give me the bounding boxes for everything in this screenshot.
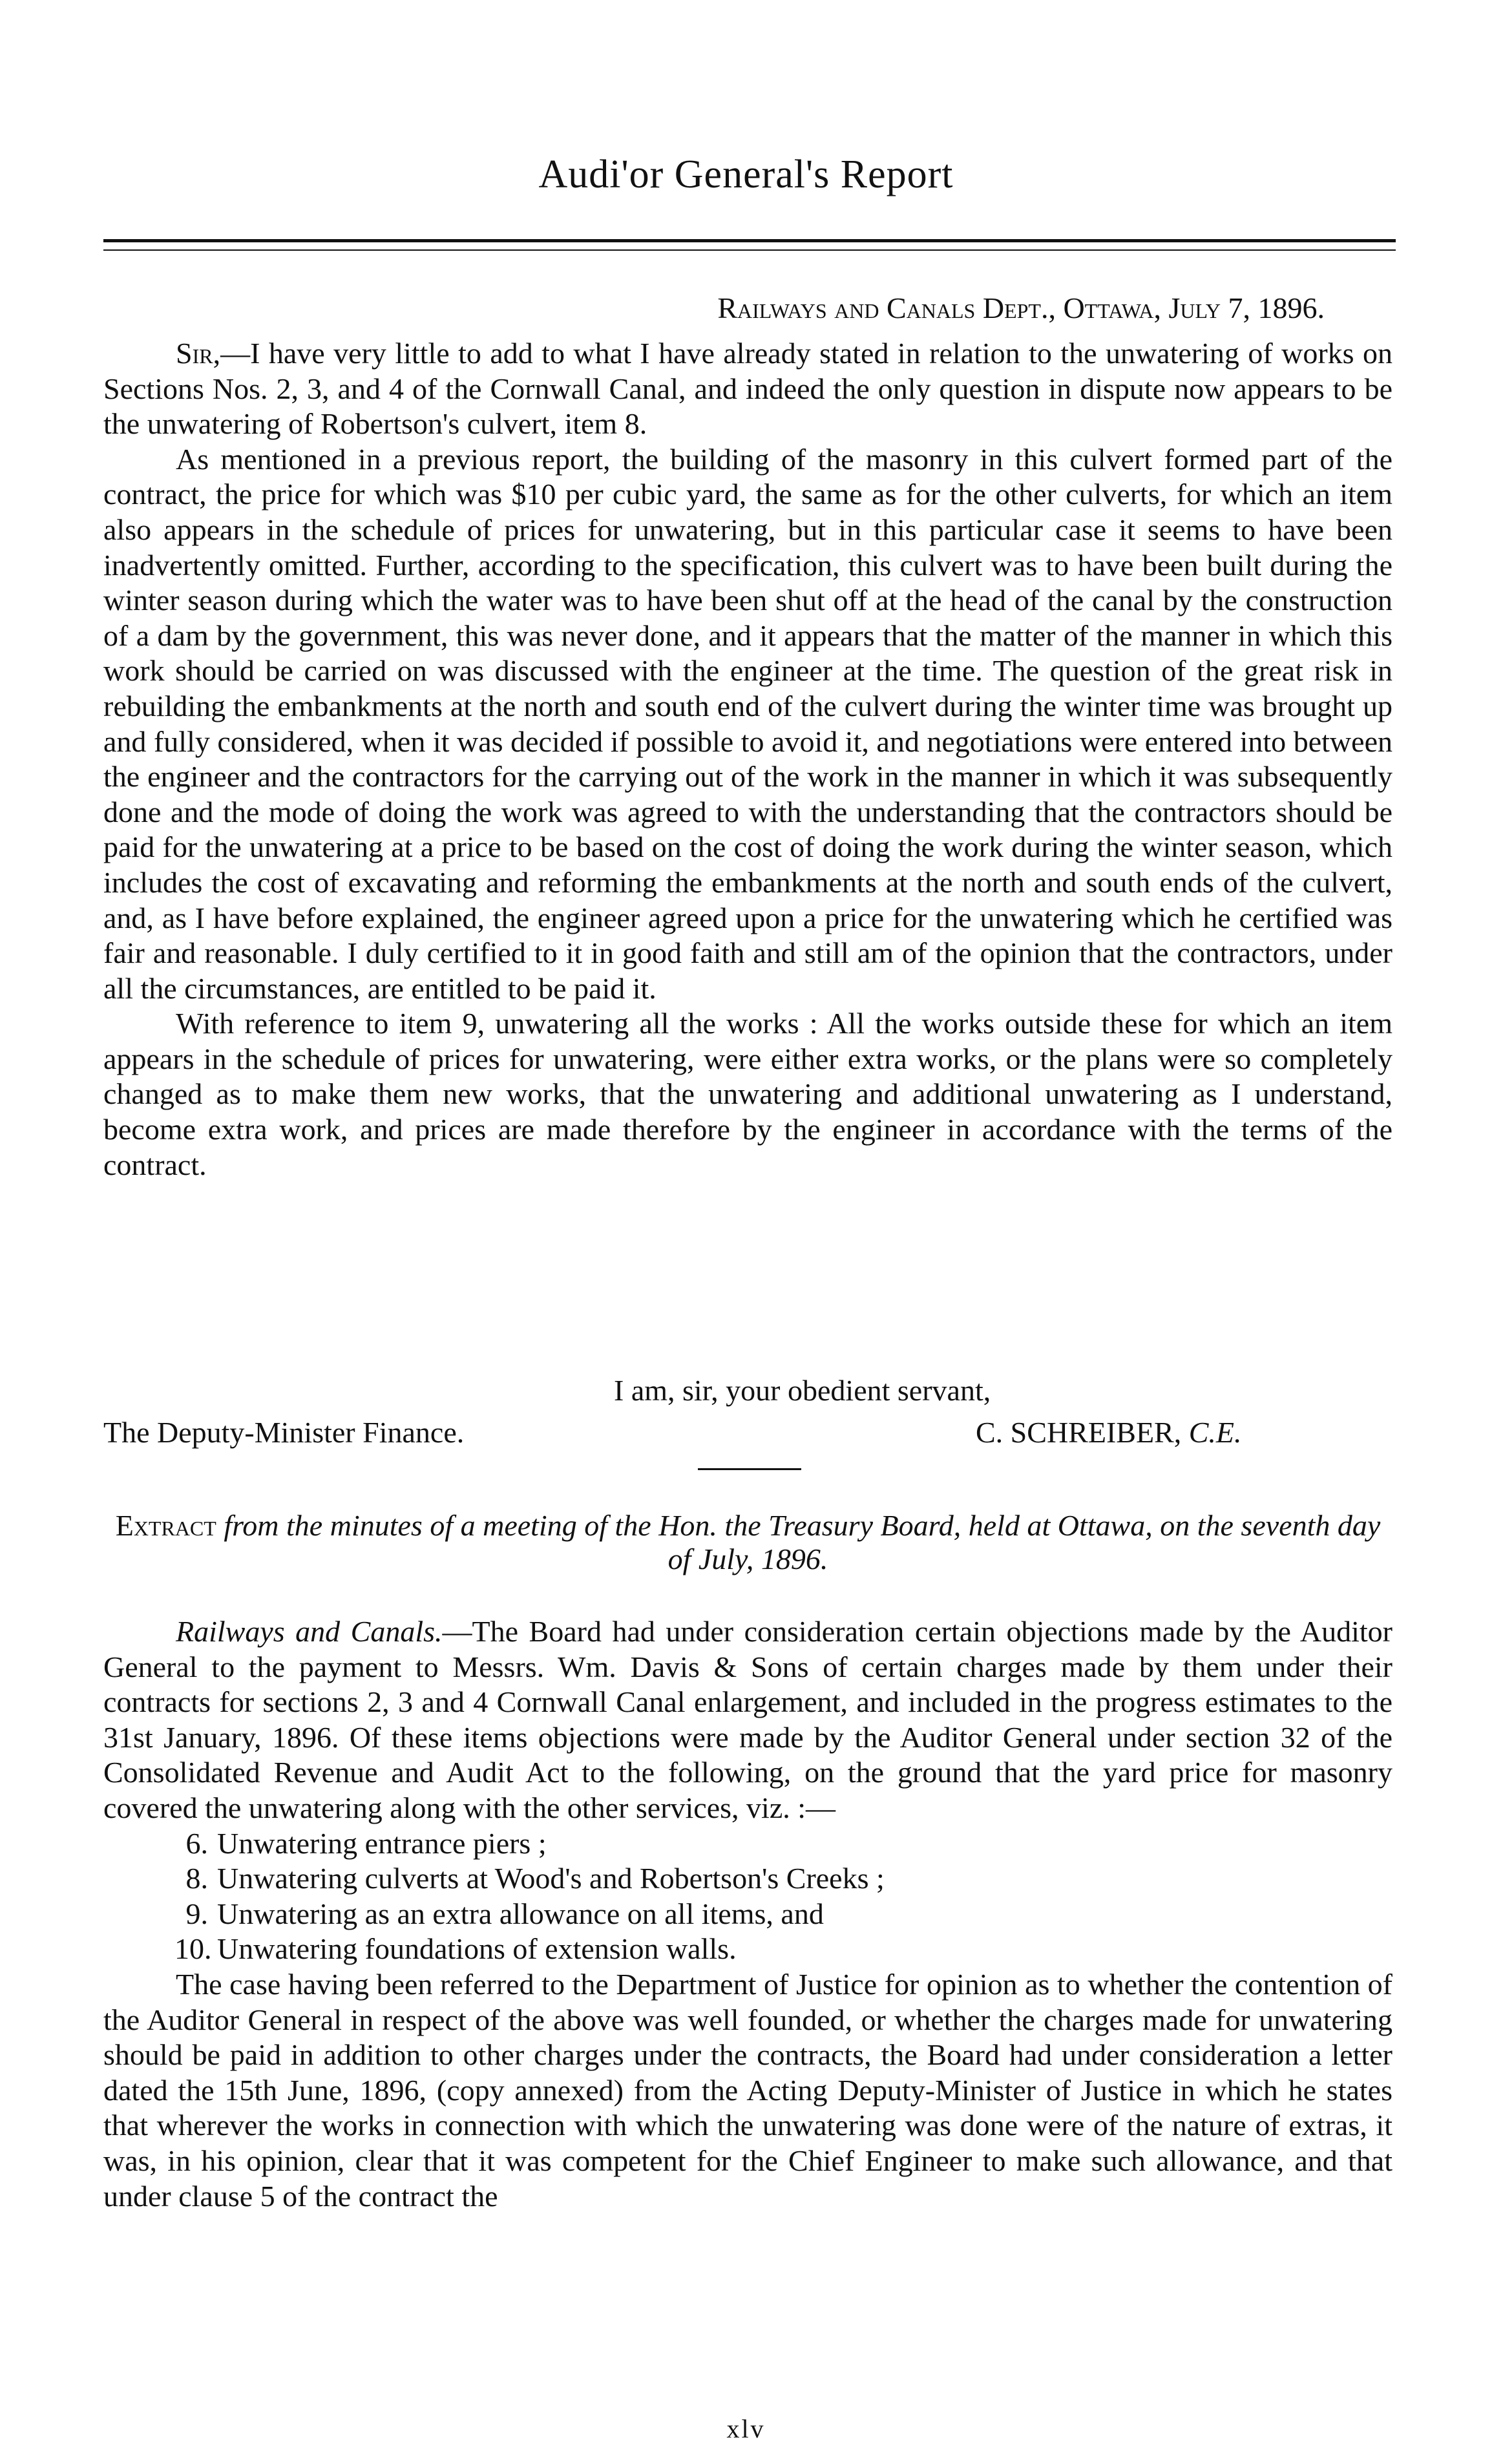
section-divider xyxy=(698,1468,801,1470)
item-number: 6. xyxy=(185,1826,208,1860)
salutation: Sir, xyxy=(176,337,221,370)
signature xyxy=(976,1415,1242,1449)
item-number: 9. xyxy=(185,1897,208,1930)
letter-paragraph-1-text: —I have very little to add to what I have already stated in relation to the unwatering of works on Sections Nos. 2, 3, and 4 of the Cornwall Canal, and indeed the only question in dispute now appears to be the unwatering of Robertson's culvert, item 8. xyxy=(103,337,1392,441)
item-text: Unwatering culverts at Wood's and Robertson's Creeks ; xyxy=(217,1862,885,1895)
list-item xyxy=(103,1932,1392,1967)
letter-body xyxy=(103,336,1392,1183)
extract-lead: Extract xyxy=(115,1509,216,1542)
objection-items-list xyxy=(103,1826,1392,1967)
extract-paragraph-1-lead: Railways and Canals. xyxy=(176,1615,443,1648)
page-folio: xlv xyxy=(726,2414,766,2443)
extract-body xyxy=(103,1614,1392,2214)
letter-closing: I am, sir, your obedient servant, xyxy=(614,1374,991,1407)
extract-heading-text: from the minutes of a meeting of the Hon. the Treasury Board, held at Ottawa, on the seventh day of July, 1896. xyxy=(216,1509,1381,1575)
letter-dateline: Railways and Canals Dept., Ottawa, July 7, 1896. xyxy=(717,291,1325,324)
letter-paragraph-3: With reference to item 9, unwatering all the works : All the works outside these for which an item appears in the schedule of prices for unwatering, were either extra works, or the plans were so completely changed as to make them new works, that the unwatering and additional unwatering as I understand, become extra work, and prices are made therefore by the engineer in accordance with the terms of the contract. xyxy=(103,1007,1392,1181)
extract-paragraph-1-text: —The Board had under consideration certain objections made by the Auditor General to the payment to Messrs. Wm. Davis & Sons of certain charges made by them under their contracts for sections 2, 3 and 4 Cornwall Canal enlargement, and included in the progress estimates to the 31st January, 1896. Of these items objections were made by the Auditor General under section 32 of the Consolidated Revenue and Audit Act to the following, on the ground that the yard price for masonry covered the unwatering along with the other services, viz. :— xyxy=(103,1615,1392,1824)
item-text: Unwatering as an extra allowance on all items, and xyxy=(217,1897,824,1930)
letter-paragraph-1 xyxy=(103,336,1392,442)
signature-name: C. SCHREIBER, xyxy=(976,1416,1189,1449)
extract-heading xyxy=(103,1509,1392,1576)
item-text: Unwatering foundations of extension walls. xyxy=(217,1932,737,1966)
list-item xyxy=(103,1897,1392,1932)
letter-paragraph-2: As mentioned in a previous report, the building of the masonry in this culvert formed part of the contract, the price for which was $10 per cubic yard, the same as for the other culverts, for which an item also appears in the schedule of prices for unwatering, but in this particular case it seems to have been inadvertently omitted. Further, according to the specification, this culvert was to have been built during the winter season during which the water was to have been shut off at the head of the canal by the construction of a dam by the government, this was never done, and it appears that the matter of the manner in which this work should be carried on was discussed with the engineer at the time. The question of the great risk in rebuilding the embankments at the north and south end of the culvert during the winter time was brought up and fully considered, when it was decided if possible to avoid it, and negotiations were entered into between the engineer and the contractors for the carrying out of the work in the manner in which it was subsequently done and the mode of doing the work was agreed to with the understanding that the contractors should be paid for the unwatering at a price to be based on the cost of doing the work during the winter season, which includes the cost of excavating and reforming the embankments at the north and south ends of the culvert, and, as I have before explained, the engineer agreed upon a price for the unwatering which he certified was fair and reasonable. I duly certified to it in good faith and still am of the opinion that the contractors, under all the circumstances, are entitled to be paid it. xyxy=(103,442,1392,1005)
signature-title: C.E. xyxy=(1188,1416,1242,1449)
item-number: 10. xyxy=(174,1932,212,1966)
extract-paragraph-1 xyxy=(103,1614,1392,1826)
header-rule-thin xyxy=(103,249,1396,251)
extract-paragraph-2: The case having been referred to the Department of Justice for opinion as to whether the contention of the Auditor General in respect of the above was well founded, or whether the charges made for unwatering should be paid in addition to other charges under the contracts, the Board had under consideration a letter dated the 15th June, 1896, (copy annexed) from the Acting Deputy-Minister of Justice in which he states that wherever the works in connection with which the unwatering was done were of the nature of extras, it was, in his opinion, clear that it was competent for the Chief Engineer to make such allowance, and that under clause 5 of the contract the xyxy=(103,1967,1392,2213)
list-item xyxy=(103,1861,1392,1897)
header-rule-thick xyxy=(103,239,1396,242)
list-item xyxy=(103,1826,1392,1862)
running-header: Audi'or General's Report xyxy=(538,153,954,196)
item-text: Unwatering entrance piers ; xyxy=(217,1826,547,1860)
addressee: The Deputy-Minister Finance. xyxy=(103,1416,465,1449)
item-number: 8. xyxy=(185,1862,208,1895)
